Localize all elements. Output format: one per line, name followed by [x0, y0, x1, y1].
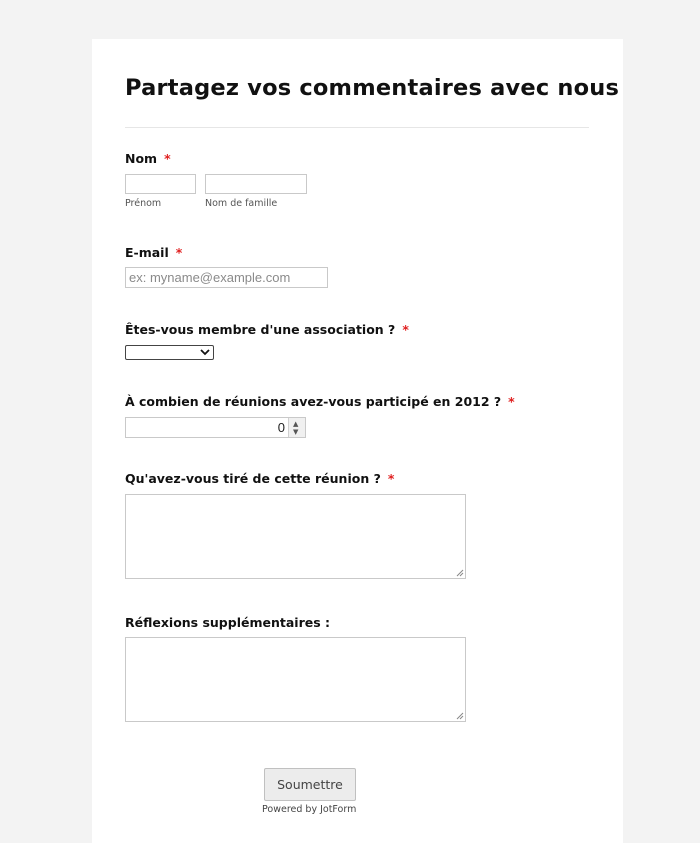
- form-card: [92, 39, 623, 843]
- thoughts-textarea[interactable]: [125, 637, 466, 722]
- takeaway-label: Qu'avez-vous tiré de cette réunion ?: [125, 471, 381, 486]
- meetings-value: 0: [277, 420, 285, 435]
- last-name-sublabel: Nom de famille: [205, 198, 278, 209]
- association-label-row: [125, 322, 409, 337]
- submit-button[interactable]: Soumettre: [264, 768, 356, 801]
- powered-by-link[interactable]: Powered by JotForm: [262, 804, 357, 815]
- takeaway-label-row: [125, 471, 394, 486]
- stepper-down-icon[interactable]: ▼: [293, 428, 299, 436]
- email-input[interactable]: [125, 267, 328, 288]
- resize-grip-icon[interactable]: [456, 569, 464, 577]
- email-label: E-mail: [125, 245, 169, 260]
- meetings-label: À combien de réunions avez-vous participé en 2012 ?: [125, 394, 502, 409]
- required-marker: *: [164, 151, 171, 166]
- required-marker: *: [387, 471, 395, 486]
- resize-grip-icon[interactable]: [456, 712, 464, 720]
- meetings-number-input[interactable]: [125, 417, 306, 438]
- takeaway-textarea[interactable]: [125, 494, 466, 579]
- name-label-row: [125, 151, 171, 166]
- thoughts-label: Réflexions supplémentaires :: [125, 615, 330, 630]
- form-title: Partagez vos commentaires avec nous: [125, 75, 620, 101]
- number-stepper[interactable]: [288, 418, 305, 437]
- required-marker: *: [508, 394, 515, 409]
- chevron-down-icon: [200, 349, 210, 356]
- required-marker: *: [175, 245, 183, 260]
- stepper-up-icon[interactable]: ▲: [293, 420, 299, 428]
- email-label-row: [125, 245, 182, 260]
- association-label: Êtes-vous membre d'une association ?: [125, 322, 396, 337]
- last-name-input[interactable]: [205, 174, 307, 194]
- title-divider: [125, 127, 589, 128]
- name-label: Nom: [125, 151, 158, 166]
- first-name-input[interactable]: [125, 174, 196, 194]
- required-marker: *: [402, 322, 409, 337]
- thoughts-label-row: [125, 615, 330, 630]
- first-name-sublabel: Prénom: [125, 198, 162, 209]
- meetings-label-row: [125, 394, 515, 409]
- association-select[interactable]: [125, 345, 214, 360]
